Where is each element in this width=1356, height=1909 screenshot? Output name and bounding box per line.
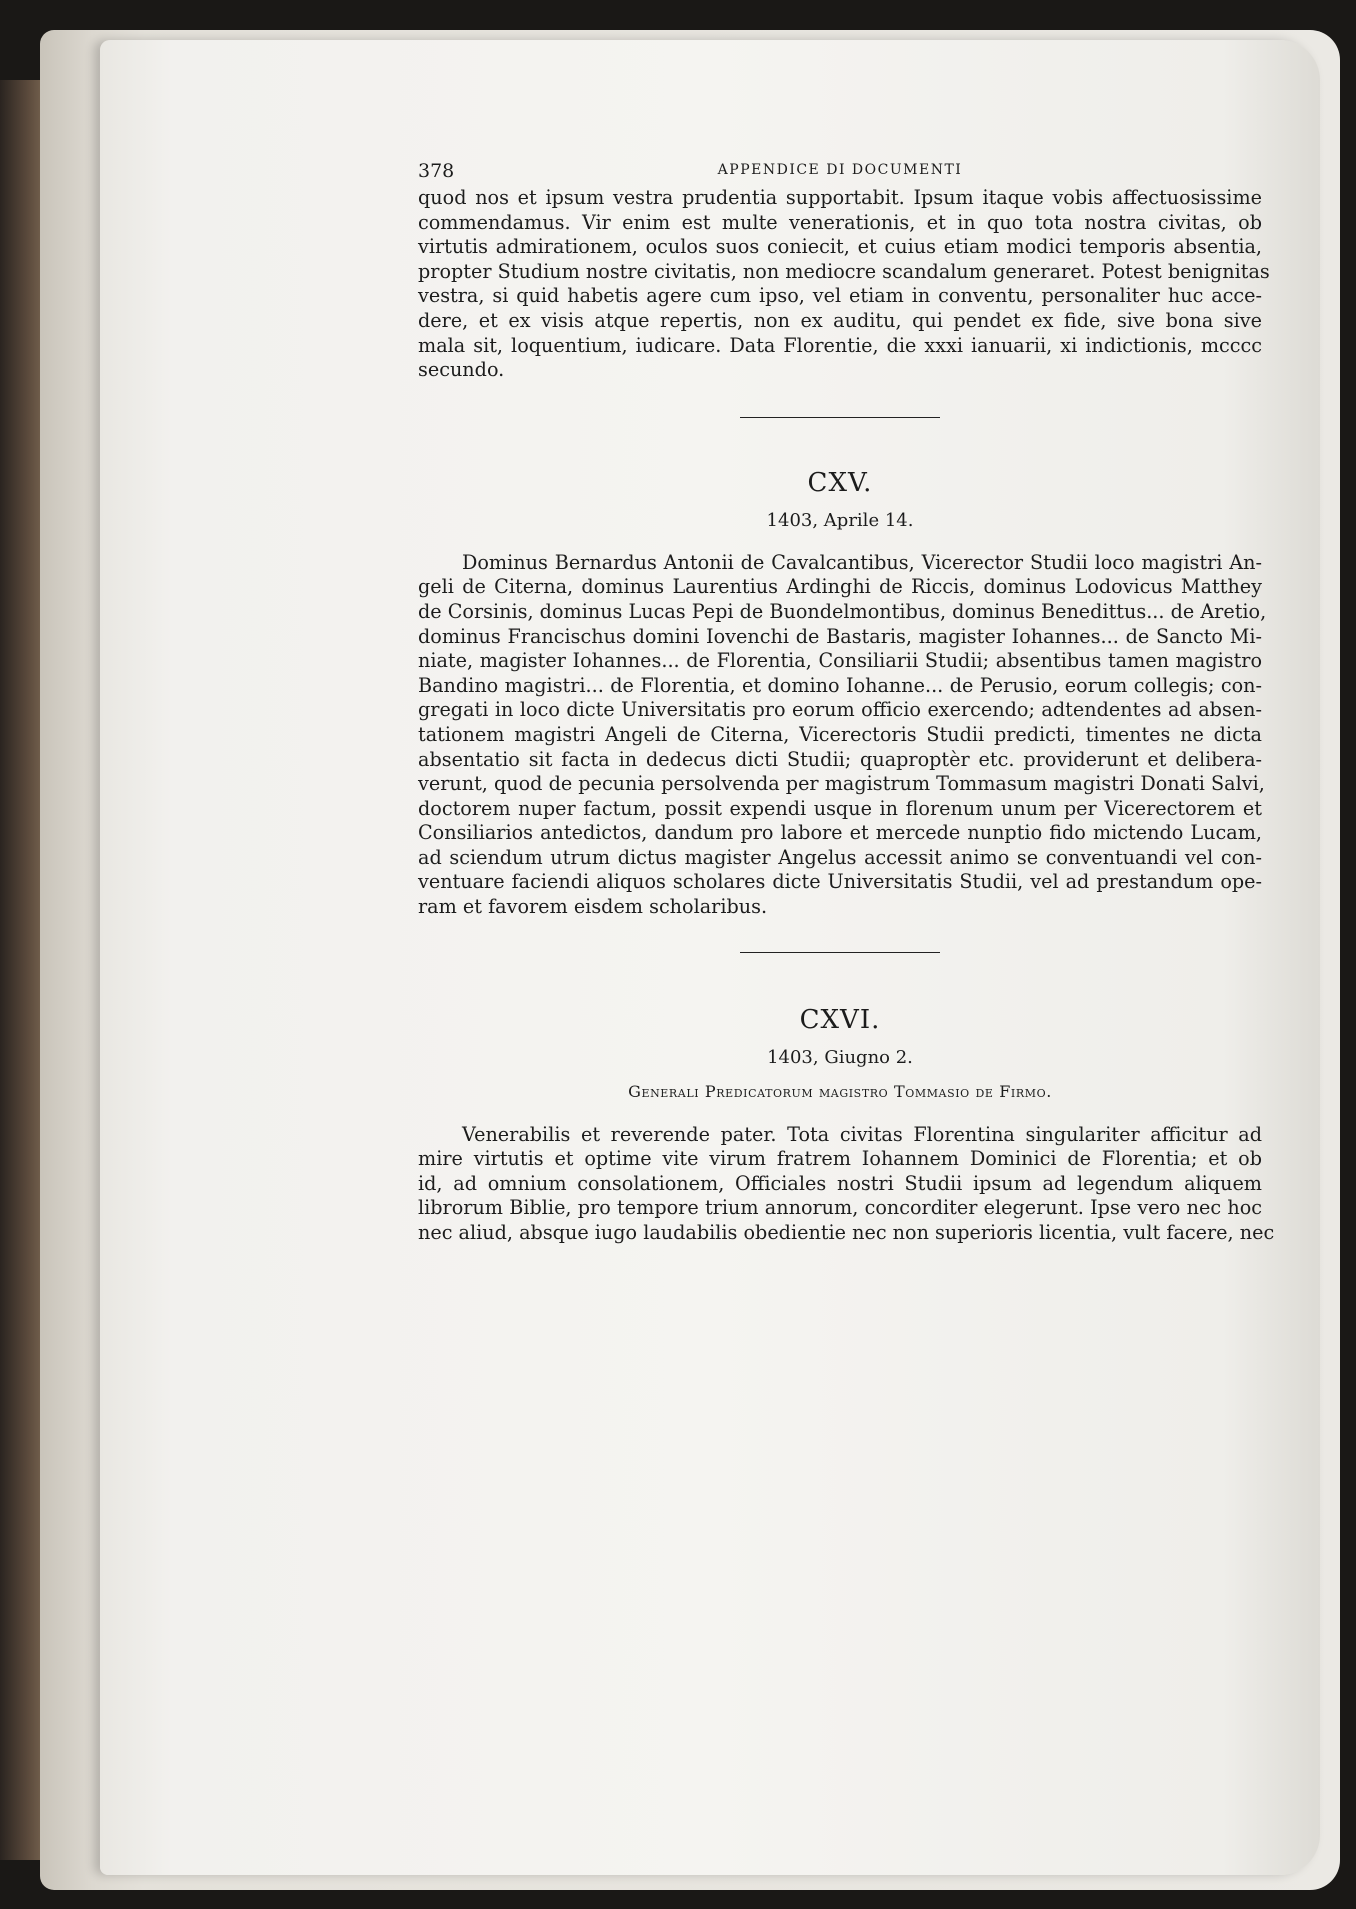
text-line: ventuare faciendi aliquos scholares dicte Universitatis Studii, vel ad prestandum ope- <box>418 870 1262 894</box>
document-number-cxv: CXV. <box>807 467 873 498</box>
text-line: doctorem nuper factum, possit expendi usque in florenum unum per Vicerectorem et <box>418 796 1262 820</box>
text-line: Consiliarios antedictos, dandum pro labore et mercede nunptio fido mictendo Lucam, <box>418 821 1262 845</box>
text-line: absentatio sit facta in dedecus dicti Studii; quaproptèr etc. providerunt et delibera- <box>418 747 1262 771</box>
document-date-cxvi: 1403, Giugno 2. <box>767 1046 913 1068</box>
page-number: 378 <box>418 160 455 182</box>
text-line: tationem magistri Angeli de Citerna, Vicerectoris Studii predicti, timentes ne dicta <box>418 722 1262 746</box>
running-head-title: APPENDICE DI DOCUMENTI <box>717 162 963 178</box>
text-line: mala sit, loquentium, iudicare. Data Florentie, die xxxi ianuarii, xi indictionis, mcccc <box>418 333 1262 357</box>
text-line: geli de Citerna, dominus Laurentius Ardinghi de Riccis, dominus Lodovicus Matthey <box>418 575 1262 599</box>
document-date-cxv: 1403, Aprile 14. <box>766 509 914 531</box>
text-line: ram et favorem eisdem scholaribus. <box>418 895 768 919</box>
text-line: verunt, quod de pecunia persolvenda per magistrum Tommasum magistri Donati Salvi, <box>418 772 1265 796</box>
text-line: id, ad omnium consolationem, Officiales nostri Studii ipsum ad legendum aliquem <box>418 1171 1262 1195</box>
text-line: ad sciendum utrum dictus magister Angelus accessit animo se conventuandi vel con- <box>418 845 1262 869</box>
document-number-cxvi: CXVI. <box>799 1004 881 1035</box>
text-line: virtutis admirationem, oculos suos coniecit, et cuius etiam modici temporis absentia, <box>418 235 1262 259</box>
text-line: gregati in loco dicte Universitatis pro eorum officio exercendo; adtendentes ad absen- <box>418 698 1262 722</box>
text-line: dominus Francischus domini Iovenchi de Bastaris, magister Iohannes... de Sancto Mi- <box>418 624 1262 648</box>
text-line: commendamus. Vir enim est multe venerationis, et in quo tota nostra civitas, ob <box>418 210 1262 234</box>
text-line: Venerabilis et reverende pater. Tota civitas Florentina singulariter afficitur ad <box>462 1122 1262 1146</box>
document-body-cxvi <box>418 1122 1275 1246</box>
text-line: mire virtutis et optime vite virum fratrem Iohannem Dominici de Florentia; et ob <box>418 1147 1262 1171</box>
page-content <box>418 160 1275 1246</box>
text-line: de Corsinis, dominus Lucas Pepi de Buondelmontibus, dominus Benedittus... de Aretio, <box>418 599 1267 623</box>
document-addressee-cxvi: Generali Predicatorum magistro Tommasio de Firmo. <box>628 1081 1052 1101</box>
section-divider <box>740 952 940 953</box>
text-line: quod nos et ipsum vestra prudentia supportabit. Ipsum itaque vobis affectuosissime <box>418 186 1262 209</box>
document-body-cxv <box>418 550 1267 920</box>
text-line: secundo. <box>418 358 505 382</box>
text-line: librorum Biblie, pro tempore trium annorum, concorditer elegerunt. Ipse vero nec hoc <box>418 1196 1262 1220</box>
text-line: niate, magister Iohannes... de Florentia, Consiliarii Studii; absentibus tamen magistro <box>418 649 1262 673</box>
text-line: Bandino magistri... de Florentia, et domino Iohanne... de Perusio, eorum collegis; con- <box>418 673 1262 697</box>
opening-paragraph <box>418 186 1270 383</box>
running-head <box>418 160 1262 190</box>
section-divider <box>740 417 940 418</box>
text-line: dere, et ex visis atque repertis, non ex auditu, qui pendet ex fide, sive bona sive <box>418 308 1262 332</box>
text-line: Dominus Bernardus Antonii de Cavalcantibus, Vicerector Studii loco magistri An- <box>462 550 1262 574</box>
text-line: nec aliud, absque iugo laudabilis obedientie nec non superioris licentia, vult facere, nec <box>418 1221 1275 1245</box>
text-line: vestra, si quid habetis agere cum ipso, vel etiam in conventu, personaliter huc acce- <box>418 284 1262 308</box>
text-line: propter Studium nostre civitatis, non mediocre scandalum generaret. Potest benignitas <box>418 259 1270 283</box>
